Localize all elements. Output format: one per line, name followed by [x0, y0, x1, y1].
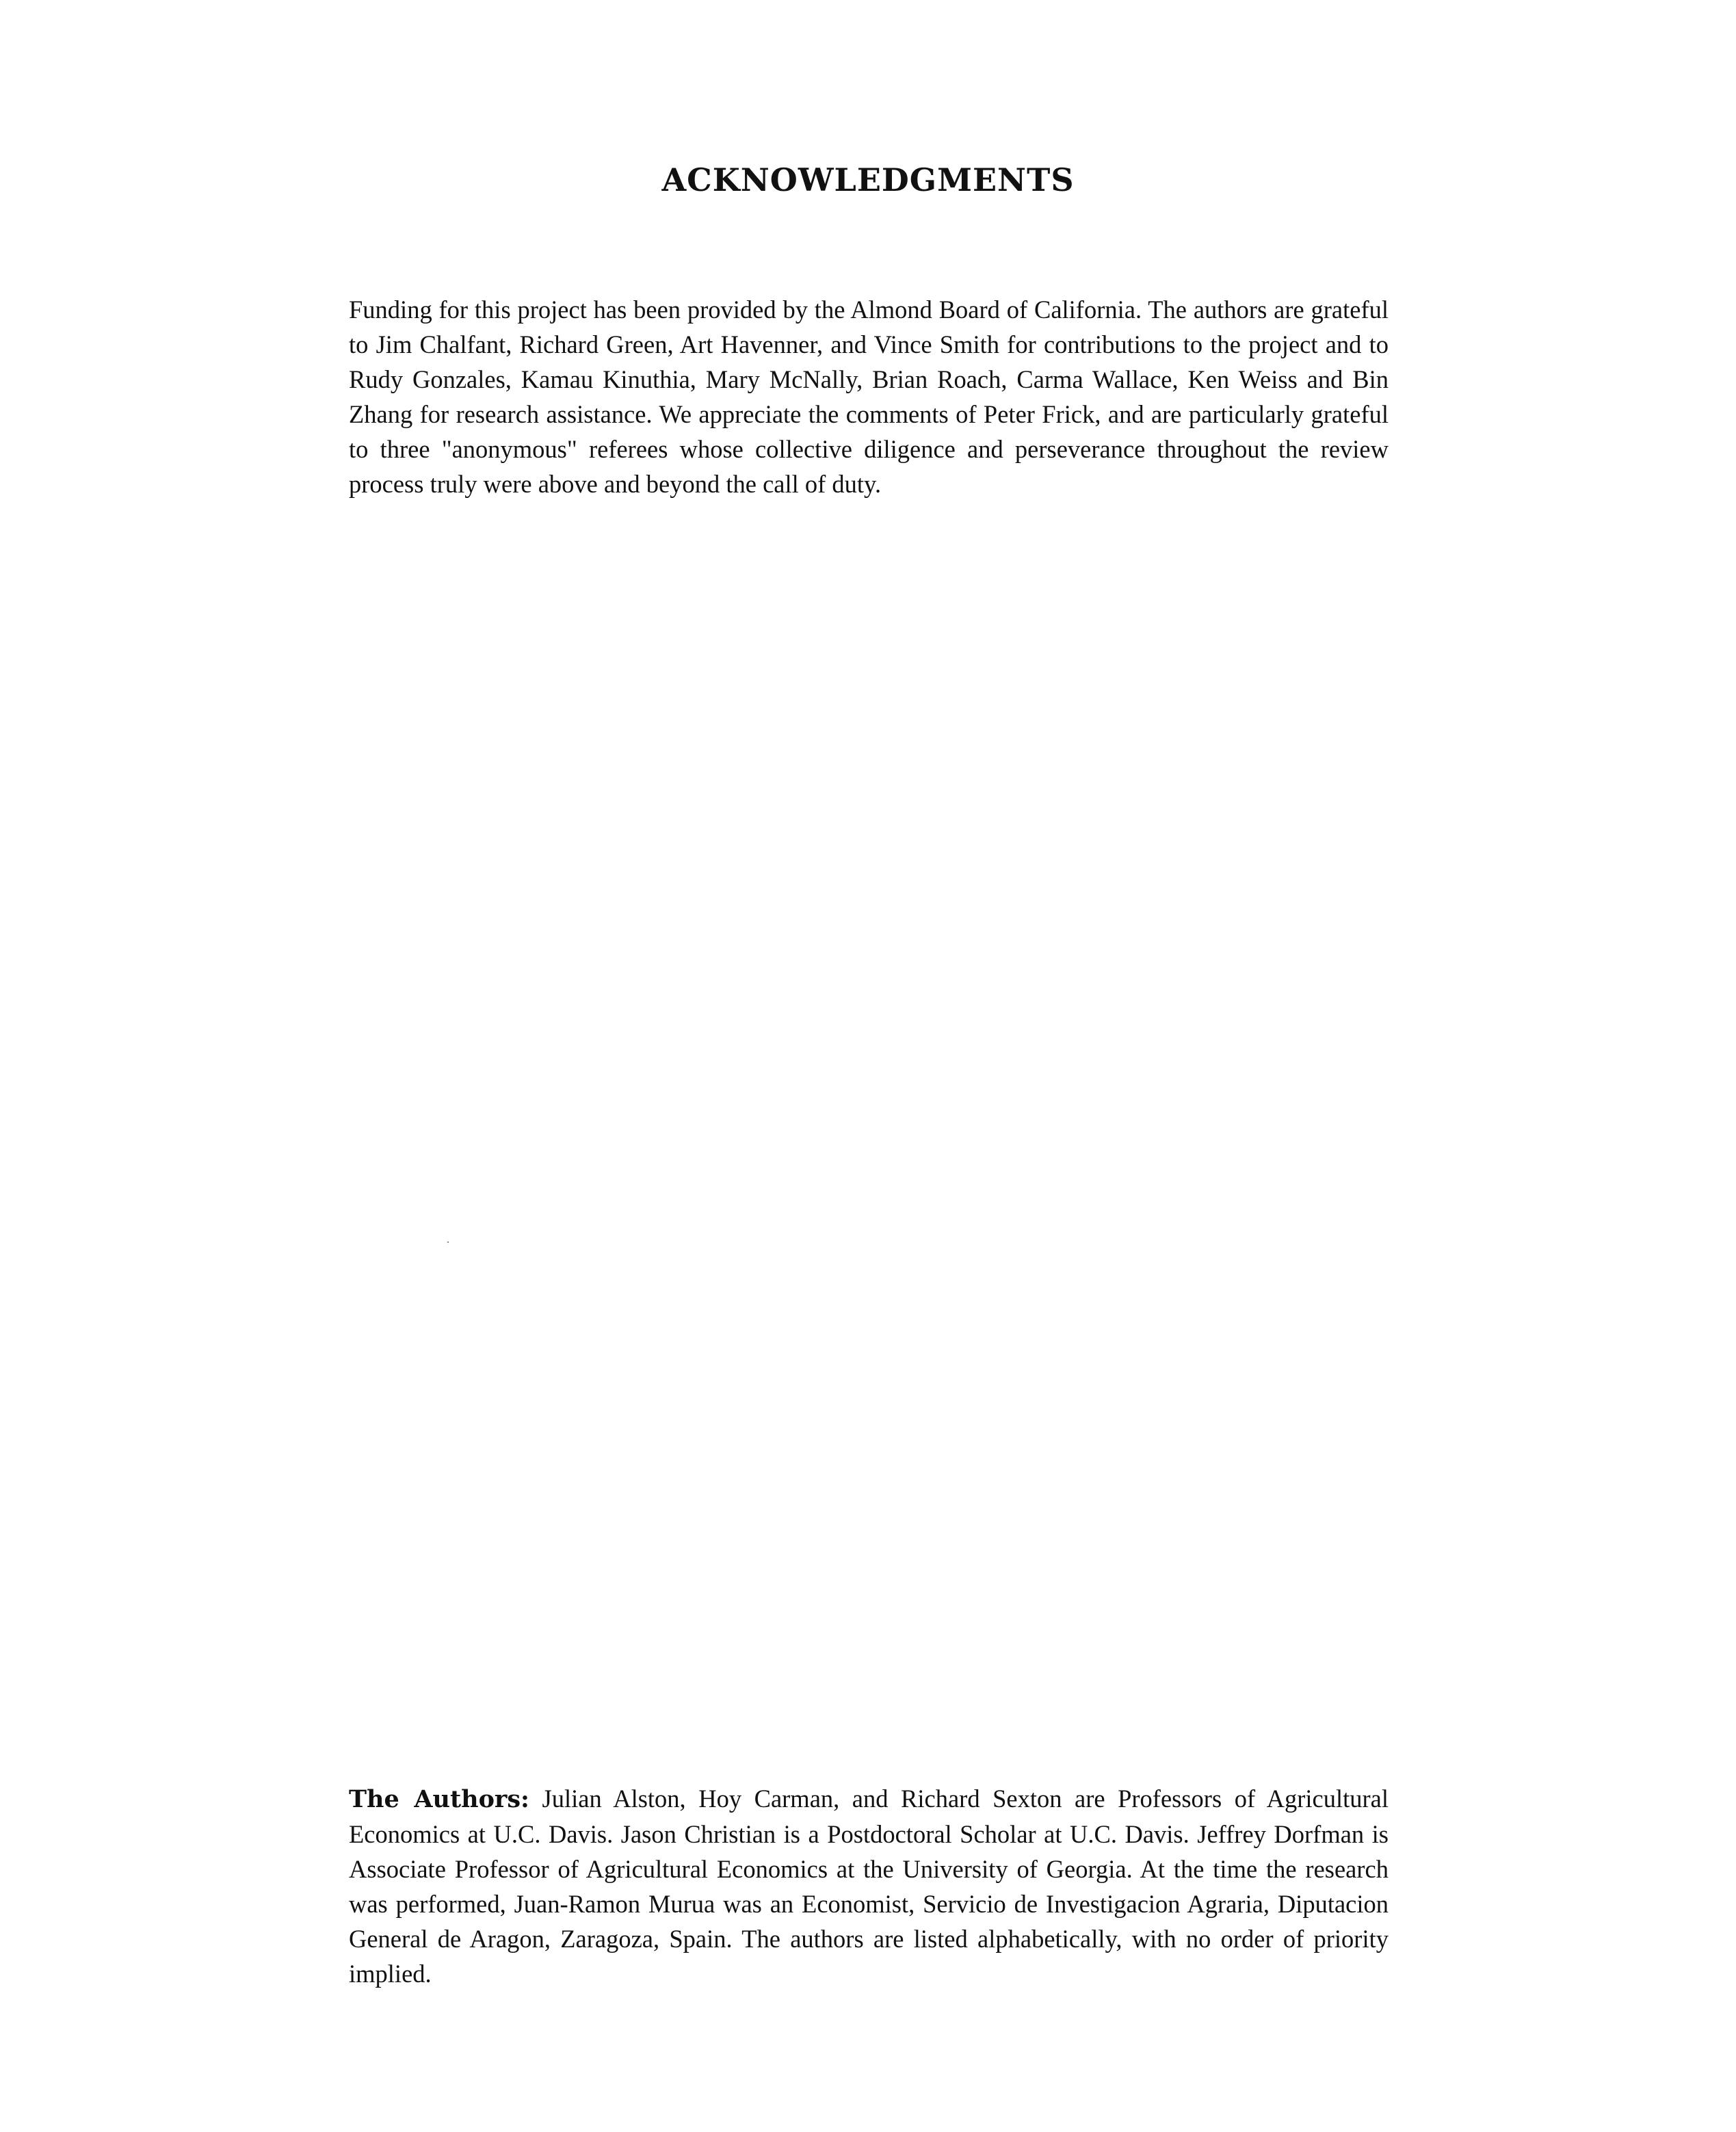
authors-paragraph: [349, 1781, 1389, 1991]
authors-text: Julian Alston, Hoy Carman, and Richard Sexton are Professors of Agricultural Economics at U.C. Davis. Jason Christian is a Postdoctoral Scholar at U.C. Davis. Jeffrey Dorfman is Associate Professor of Agricultural Economics at the University of Georgia. At the time the research was performed, Juan-Ramon Murua was an Economist, Servicio de Investigacion Agraria, Diputacion General de Aragon, Zaragoza, Spain. The authors are listed alphabetically, with no order of priority implied.: [349, 1785, 1389, 1988]
page-title: ACKNOWLEDGMENTS: [661, 161, 1075, 198]
scan-speck: [447, 1241, 449, 1243]
authors-label: The Authors:: [349, 1785, 529, 1813]
acknowledgments-paragraph: Funding for this project has been provided by the Almond Board of California. The authors are grateful to Jim Chalfant, Richard Green, Art Havenner, and Vince Smith for contributions to the project and to Rudy Gonzales, Kamau Kinuthia, Mary McNally, Brian Roach, Carma Wallace, Ken Weiss and Bin Zhang for research assistance. We appreciate the comments of Peter Frick, and are particularly grateful to three "anonymous" referees whose collective diligence and perseverance throughout the review process truly were above and beyond the call of duty.: [349, 295, 1389, 498]
